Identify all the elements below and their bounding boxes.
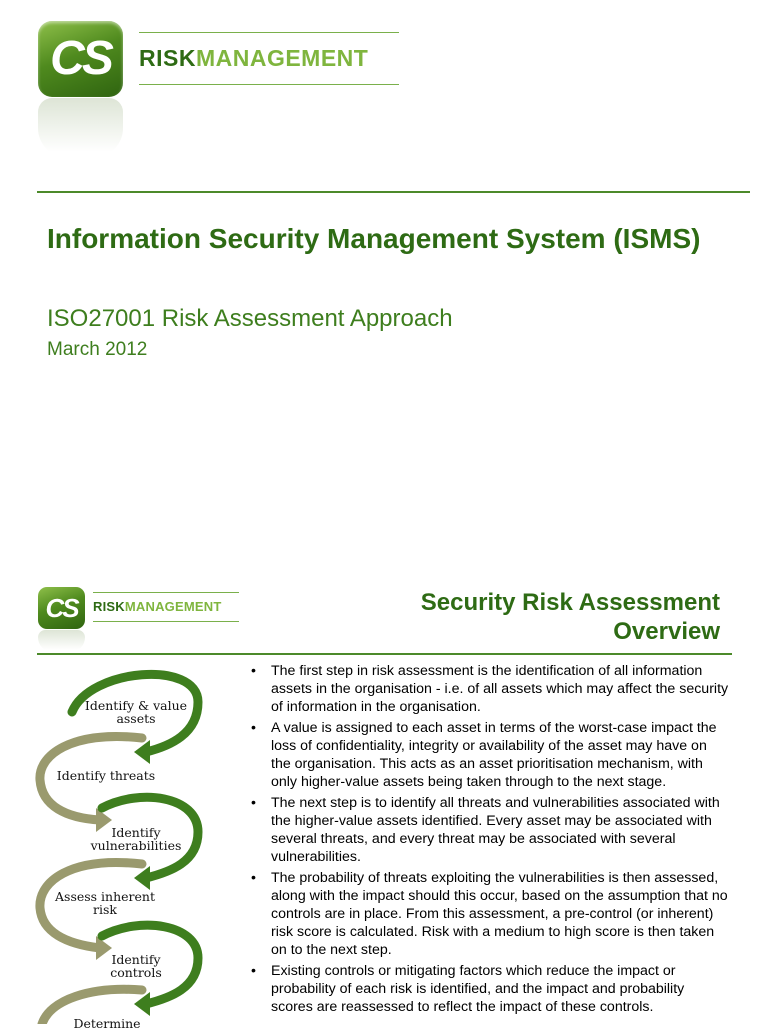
document-date: March 2012 <box>47 339 148 360</box>
cycle-arrowhead-3 <box>134 866 150 890</box>
document-subtitle: ISO27001 Risk Assessment Approach <box>47 305 453 332</box>
brand-small-risk: RISK <box>93 599 125 614</box>
bullet-item: • The first step in risk assessment is the identification of all information assets in the organisation - i.e. of all assets which may affect the security of information in the organisation. <box>249 662 729 716</box>
brand-management: MANAGEMENT <box>195 45 369 71</box>
slide-divider <box>37 653 732 655</box>
brand-small-wordmark <box>93 599 221 614</box>
step-identify-threats: Identify threats <box>56 768 156 783</box>
brand-small-rule-bottom <box>93 621 239 622</box>
brand-rule-bottom <box>139 84 399 85</box>
cycle-arrowhead-1 <box>134 740 150 764</box>
cs-logo-small-letters: CS <box>45 593 78 623</box>
step-identify-controls: Identify controls <box>110 952 162 980</box>
bullet-item: • A value is assigned to each asset in terms of the worst-case impact the loss of confidentiality, integrity or availability of the asset may have on the organisation. This acts as an asset prioritisation mechanism, with only higher-value assets being taken through to the next stage. <box>249 719 729 791</box>
logo-reflection <box>38 98 123 158</box>
brand-small-management: MANAGEMENT <box>124 599 222 614</box>
cycle-arrowhead-5 <box>134 992 150 1016</box>
step-assess-inherent-risk: Assess inherent risk <box>55 889 155 917</box>
step-identify-value-assets: Identify & value assets <box>84 698 188 726</box>
slide-title: Security Risk Assessment Overview <box>420 589 720 645</box>
cs-logo <box>38 21 123 97</box>
brand-wordmark <box>139 45 368 72</box>
document-title: Information Security Management System (ISMS) <box>47 223 701 254</box>
bullet-item: • The probability of threats exploiting the vulnerabilities is then assessed, along with the impact should this occur, based on the assumption that no controls are in place. From this assessment, a pre-control (or inherent) risk score is calculated. Risk with a medium to high score is then taken on to the next step. <box>249 869 729 959</box>
header-divider <box>37 191 750 193</box>
bullet-item: • Existing controls or mitigating factors which reduce the impact or probability of each risk is identified, and the impact and probability scores are reassessed to reflect the impact of these controls. <box>249 962 729 1016</box>
brand-rule-top <box>139 32 399 33</box>
step-determine: Determine <box>73 1016 141 1031</box>
bullet-item: • The next step is to identify all threats and vulnerabilities associated with the higher-value assets identified. Every asset may be associated with several threats, and every threat may be associated with several vulnerabilities. <box>249 794 729 866</box>
brand-small-rule-top <box>93 592 239 593</box>
cs-logo-letters: CS <box>50 32 111 85</box>
cs-logo-small <box>38 587 85 629</box>
brand-risk: RISK <box>139 45 196 71</box>
overview-bullets <box>249 662 729 1019</box>
logo-small-reflection <box>38 630 85 652</box>
step-identify-vulnerabilities: Identify vulnerabilities <box>90 825 182 853</box>
